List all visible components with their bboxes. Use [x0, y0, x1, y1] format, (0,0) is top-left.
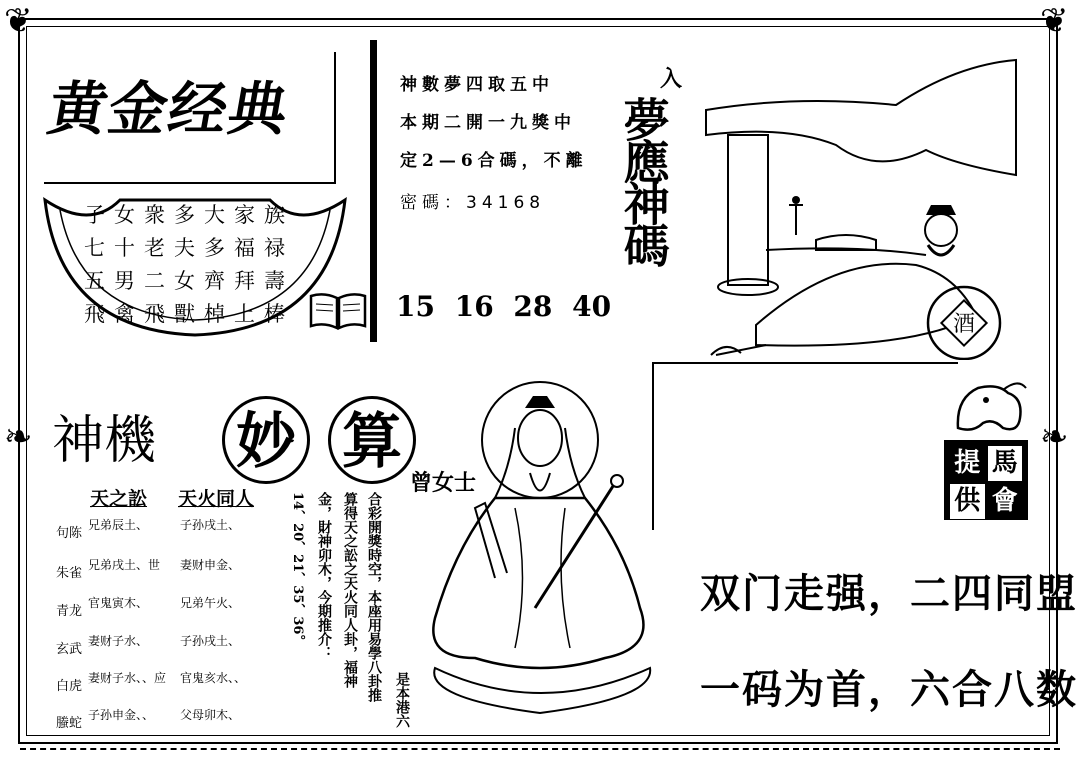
verse-line-3: 五男二女齊拜壽 — [84, 269, 294, 293]
miao-circle: 妙 — [222, 396, 310, 484]
verse-line-1: 子女衆多大家族 — [84, 203, 294, 227]
col2-row1: 子孙戌土、 — [180, 518, 241, 532]
title-box — [44, 52, 336, 184]
col2-row3: 兄弟午火、 — [180, 596, 241, 610]
blank-panel — [652, 362, 958, 530]
vertical-col-e: 14、20、21、35、36。 — [290, 492, 305, 648]
spirit-4: 玄武 — [56, 642, 83, 657]
col1-row4: 妻财子水、 — [88, 634, 149, 648]
verse-line-2: 七十老夫多福禄 — [84, 236, 294, 260]
hexagram-header-1: 天之訟 — [90, 488, 148, 510]
open-book-icon — [308, 290, 368, 332]
badge-char-2: 馬 — [988, 446, 1023, 481]
col1-row2: 兄弟戌土、世 — [88, 558, 161, 572]
dream-label-small: 入 — [660, 66, 683, 92]
dream-label-main: 夢應神碼 — [616, 96, 671, 264]
prose-line-1: 神數夢四取五中 — [400, 75, 554, 95]
lucky-numbers: 15 16 28 40 — [396, 290, 612, 323]
col1-row5: 妻财子水、、应 — [88, 671, 167, 685]
spirit-6: 螣蛇 — [56, 716, 83, 731]
spirit-1: 句陈 — [56, 526, 83, 541]
spirit-5: 白虎 — [56, 679, 83, 694]
col1-row1: 兄弟辰土、 — [88, 518, 149, 532]
suan-circle: 算 — [328, 396, 416, 484]
col2-row5: 官鬼亥水、、 — [180, 671, 247, 685]
vertical-col-a: 是本港六 — [394, 672, 410, 728]
slogan-line-1: 双门走强，二四同盟 — [700, 571, 1078, 617]
vertical-col-b: 合彩開獎時空，本座用易學八卦推 — [366, 492, 382, 702]
verse-line-4: 飛禽飛獸棹上棒 — [84, 302, 294, 326]
author-name: 曾女士 — [410, 470, 477, 496]
prose-line-4: 密碼：34168 — [400, 193, 546, 213]
col1-row6: 子孙申金、、 — [88, 708, 155, 722]
side-ornament-left-icon: ❧ — [4, 417, 33, 457]
col1-row3: 官鬼寅木、 — [88, 596, 149, 610]
col2-row4: 子孙戌土、 — [180, 634, 241, 648]
corner-ornament-top-left-icon: ❦ — [4, 1, 33, 41]
shenji-heading: 神機 — [52, 411, 157, 471]
bottom-border — [20, 748, 1060, 750]
hexagram-header-2: 天火同人 — [178, 488, 255, 510]
side-ornament-right-icon: ❧ — [1040, 417, 1069, 457]
horse-head-icon — [948, 378, 1028, 438]
wine-jar-stamp: 酒 — [952, 312, 976, 337]
badge-char-4: 會 — [988, 484, 1023, 519]
corner-ornament-top-right-icon: ❦ — [1040, 1, 1069, 41]
prose-line-2: 本期二開一九獎中 — [400, 113, 576, 133]
col2-row6: 父母卯木、 — [180, 708, 241, 722]
slogan-line-2: 一码为首，六合八数 — [700, 667, 1078, 713]
horse-association-badge — [944, 440, 1028, 520]
badge-char-3: 供 — [950, 484, 985, 519]
col2-row2: 妻财申金、 — [180, 558, 241, 572]
badge-char-1: 提 — [950, 446, 985, 481]
sleeping-god-illustration-icon — [696, 55, 1021, 360]
vertical-col-d: 金，財神卯木，今期推介： — [316, 492, 332, 660]
prose-line-3: 定2—6合碼，不離 — [400, 151, 588, 171]
vertical-col-c: 算得天之訟之天火同人卦，福神 — [342, 492, 358, 688]
section-divider — [370, 40, 377, 342]
seated-deity-illustration-icon — [415, 378, 660, 738]
spirit-2: 朱雀 — [56, 566, 83, 581]
page-title: 黄金经典 — [43, 75, 296, 143]
spirit-3: 青龙 — [56, 604, 83, 619]
